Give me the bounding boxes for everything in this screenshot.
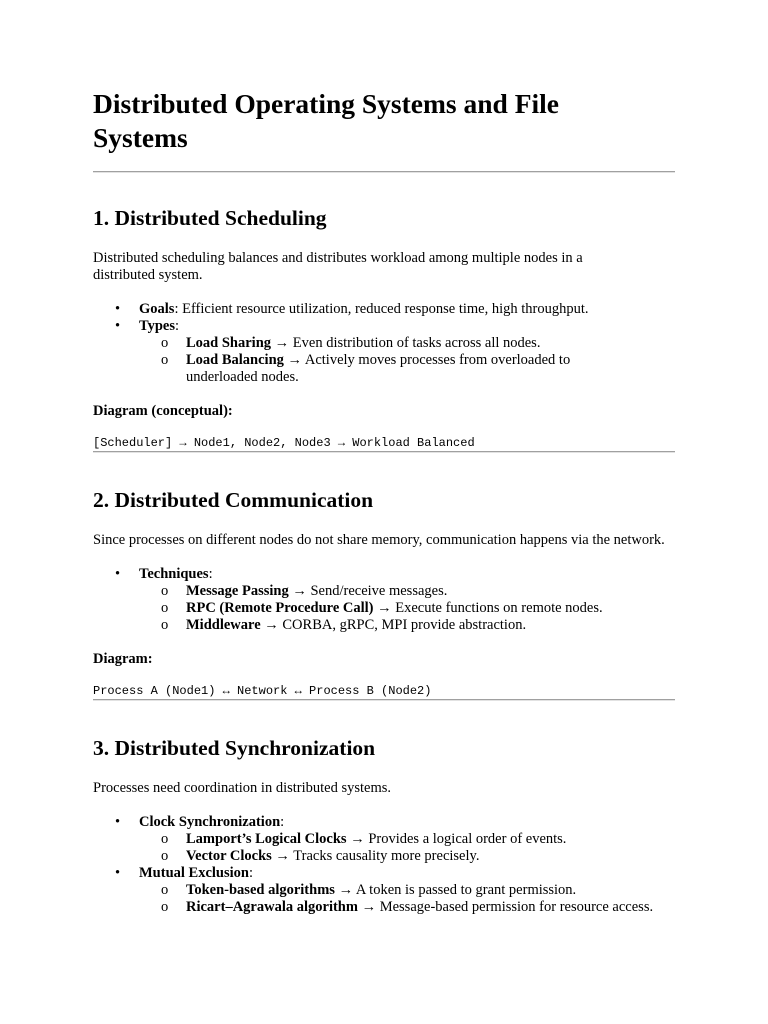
bullet-text: :	[208, 566, 213, 582]
section-distributed-scheduling	[93, 205, 675, 453]
sub-item-text: → Provides a logical order of events.	[346, 831, 567, 847]
section-heading: 1. Distributed Scheduling	[93, 206, 327, 230]
sub-item-term: Middleware	[186, 617, 261, 633]
document-title: Distributed Operating Systems and File Systems	[93, 88, 559, 153]
sub-list-item	[186, 583, 675, 600]
bullet-text: :	[248, 865, 254, 881]
sub-list-item	[186, 899, 675, 916]
list-item	[139, 814, 675, 865]
sub-item-text: → Actively moves processes from overloaded to underloaded nodes.	[186, 352, 571, 385]
diagram-code: [Scheduler] → Node1, Node2, Node3 → Workload Balanced	[93, 436, 475, 450]
sub-item-term: Vector Clocks	[186, 848, 272, 864]
list-item	[139, 301, 675, 318]
bullet-list	[93, 566, 675, 634]
bullet-term: Types	[139, 318, 175, 334]
sub-item-term: Lamport’s Logical Clocks	[186, 831, 347, 847]
bullet-text: :	[280, 814, 285, 830]
sub-item-term: Load Balancing	[186, 352, 284, 368]
section-intro: Distributed scheduling balances and distributes workload among multiple nodes in a distributed system.	[93, 250, 583, 283]
sub-list-item	[186, 831, 675, 848]
diagram-label: Diagram:	[93, 651, 153, 667]
sub-list	[139, 882, 675, 916]
sub-item-text: → Send/receive messages.	[288, 583, 448, 599]
bullet-term: Clock Synchronization	[139, 814, 281, 830]
sub-list	[139, 335, 675, 386]
sub-item-term: Token-based algorithms	[186, 882, 335, 898]
title-divider	[93, 171, 675, 173]
sub-item-text: → Execute functions on remote nodes.	[373, 600, 603, 616]
list-item	[139, 865, 675, 916]
section-divider	[93, 451, 675, 453]
bullet-list	[93, 814, 675, 916]
section-heading: 2. Distributed Communication	[93, 488, 374, 512]
diagram-code: Process A (Node1) ↔ Network ↔ Process B (Node2)	[93, 684, 432, 698]
list-item	[139, 318, 675, 386]
sub-item-term: RPC (Remote Procedure Call)	[186, 600, 374, 616]
section-intro: Since processes on different nodes do not share memory, communication happens via the network.	[93, 532, 665, 548]
sub-list-item	[186, 335, 675, 352]
sub-list	[139, 583, 675, 634]
bullet-term: Techniques	[139, 566, 209, 582]
diagram-label: Diagram (conceptual):	[93, 403, 233, 419]
sub-list-item	[186, 882, 675, 899]
section-intro: Processes need coordination in distributed systems.	[93, 780, 392, 796]
sub-item-term: Ricart–Agrawala algorithm	[186, 899, 358, 915]
sub-item-text: → Message-based permission for resource access.	[357, 899, 654, 915]
sub-list-item	[186, 617, 675, 634]
section-heading: 3. Distributed Synchronization	[93, 736, 376, 760]
sub-list-item	[186, 600, 675, 617]
section-divider	[93, 699, 675, 701]
sub-item-text: → CORBA, gRPC, MPI provide abstraction.	[260, 617, 527, 633]
bullet-list	[93, 301, 675, 386]
bullet-text: :	[175, 318, 180, 334]
bullet-term: Goals	[139, 301, 175, 317]
sub-item-text: → Tracks causality more precisely.	[271, 848, 480, 864]
sub-list-item	[186, 352, 675, 386]
bullet-text: : Efficient resource utilization, reduced response time, high throughput.	[174, 301, 589, 317]
sub-item-text: → A token is passed to grant permission.	[334, 882, 577, 898]
sub-item-text: → Even distribution of tasks across all nodes.	[271, 335, 541, 351]
bullet-term: Mutual Exclusion	[139, 865, 249, 881]
section-distributed-synchronization	[93, 735, 675, 916]
sub-list	[139, 831, 675, 865]
section-distributed-communication	[93, 487, 675, 701]
list-item	[139, 566, 675, 634]
sub-item-term: Load Sharing	[186, 335, 272, 351]
sub-list-item	[186, 848, 675, 865]
sub-item-term: Message Passing	[186, 583, 289, 599]
